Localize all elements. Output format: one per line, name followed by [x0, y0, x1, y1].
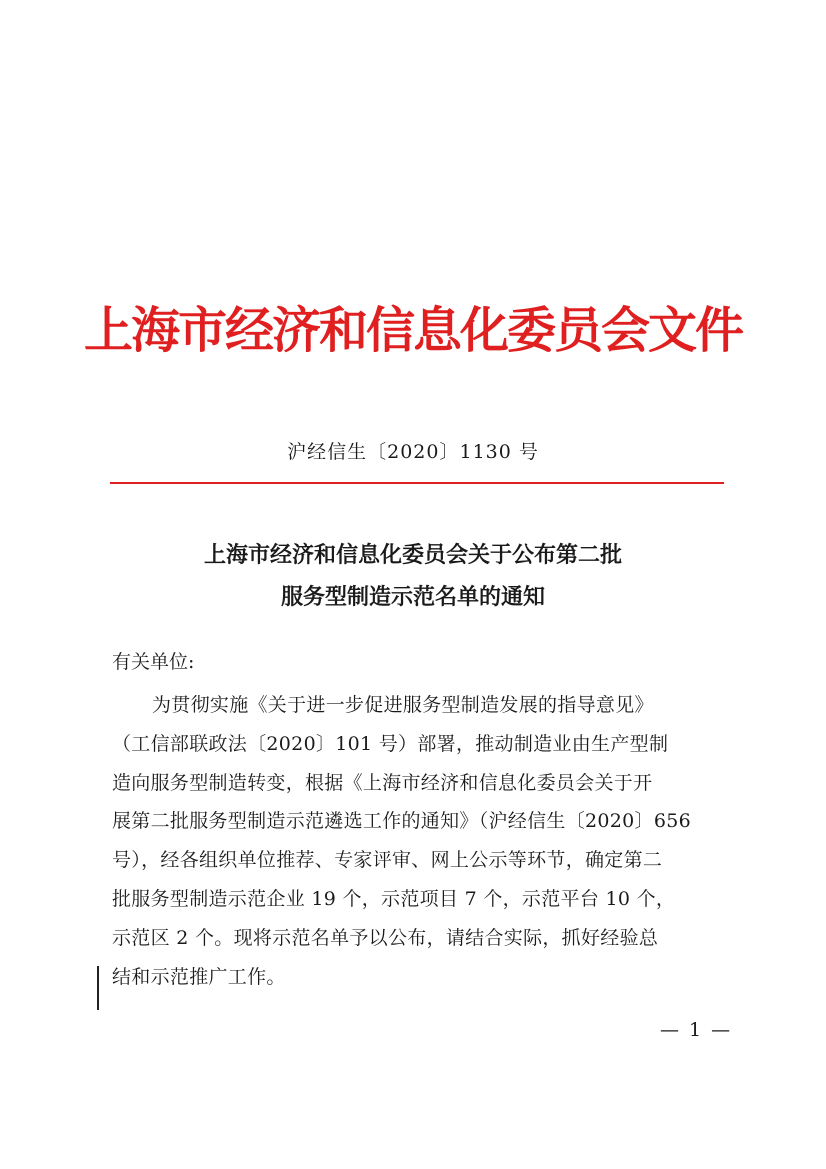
- notice-title: [0, 534, 826, 618]
- notice-title-line-1: 上海市经济和信息化委员会关于公布第二批: [203, 542, 622, 568]
- body-line: 号），经各组织单位推荐、专家评审、网上公示等环节，确定第二: [112, 849, 663, 872]
- body-line: 展第二批服务型制造示范遴选工作的通知》（沪经信生〔2020〕656: [112, 810, 692, 833]
- notice-title-line-2: 服务型制造示范名单的通知: [280, 584, 545, 610]
- body-line: 结和示范推广工作。: [112, 965, 286, 988]
- red-divider-line: [110, 482, 724, 484]
- margin-mark: [97, 966, 99, 1010]
- body-line: 为贯彻实施《关于进一步促进服务型制造发展的指导意见》: [152, 694, 654, 716]
- document-number: 沪经信生〔2020〕1130 号: [287, 441, 539, 463]
- body-line: 批服务型制造示范企业 19 个，示范项目 7 个，示范平台 10 个，: [112, 887, 676, 910]
- salutation: 有关单位:: [112, 651, 195, 673]
- body-line: 造向服务型制造转变，根据《上海市经济和信息化委员会关于开: [112, 771, 653, 794]
- issuer-masthead: 上海市经济和信息化委员会文件: [83, 301, 742, 359]
- body-paragraph: [112, 686, 722, 996]
- body-line: （工信部联政法〔2020〕101 号）部署，推动制造业由生产型制: [112, 732, 669, 755]
- page-number: — 1 —: [660, 1019, 733, 1041]
- body-line: 示范区 2 个。现将示范名单予以公布，请结合实际，抓好经验总: [112, 926, 659, 949]
